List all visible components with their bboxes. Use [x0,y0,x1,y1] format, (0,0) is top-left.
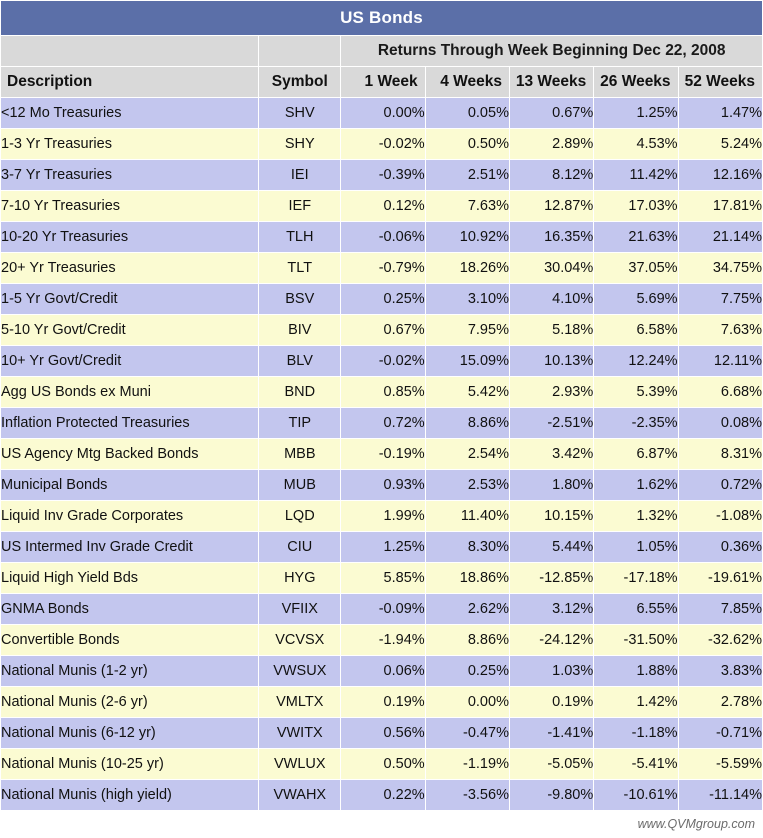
row-value-52-weeks: 17.81% [678,191,762,222]
row-value-1-week: -0.06% [341,222,425,253]
row-value-26-weeks: -17.18% [594,563,678,594]
row-value-13-weeks: 1.80% [509,470,593,501]
row-value-13-weeks: -2.51% [509,408,593,439]
table-row [1,749,763,780]
row-value-52-weeks: 5.24% [678,129,762,160]
row-symbol: LQD [259,501,341,532]
row-value-13-weeks: 5.18% [509,315,593,346]
row-value-26-weeks: 4.53% [594,129,678,160]
row-description: National Munis (6-12 yr) [1,718,259,749]
row-description: Agg US Bonds ex Muni [1,377,259,408]
row-value-52-weeks: 2.78% [678,687,762,718]
row-value-4-weeks: 7.95% [425,315,509,346]
row-value-1-week: -0.02% [341,129,425,160]
row-value-1-week: 0.19% [341,687,425,718]
page-title: US Bonds [1,1,763,36]
row-value-1-week: -0.02% [341,346,425,377]
row-value-1-week: 0.12% [341,191,425,222]
row-value-13-weeks: 3.12% [509,594,593,625]
row-value-1-week: 0.25% [341,284,425,315]
row-value-26-weeks: 21.63% [594,222,678,253]
row-value-13-weeks: 10.13% [509,346,593,377]
row-value-4-weeks: 0.50% [425,129,509,160]
table-row [1,563,763,594]
row-value-26-weeks: 6.58% [594,315,678,346]
row-description: Municipal Bonds [1,470,259,501]
row-value-4-weeks: 0.05% [425,98,509,129]
row-value-4-weeks: 18.26% [425,253,509,284]
band-blank-symbol [259,36,341,67]
table-row [1,594,763,625]
table-row [1,470,763,501]
table-row [1,377,763,408]
row-value-52-weeks: 21.14% [678,222,762,253]
row-description: National Munis (2-6 yr) [1,687,259,718]
row-value-1-week: -0.39% [341,160,425,191]
row-value-4-weeks: 0.25% [425,656,509,687]
row-value-13-weeks: 2.89% [509,129,593,160]
row-symbol: VWITX [259,718,341,749]
row-symbol: SHY [259,129,341,160]
row-value-26-weeks: -10.61% [594,780,678,811]
row-value-26-weeks: 6.55% [594,594,678,625]
row-description: <12 Mo Treasuries [1,98,259,129]
row-symbol: BIV [259,315,341,346]
row-description: 1-5 Yr Govt/Credit [1,284,259,315]
row-value-13-weeks: 4.10% [509,284,593,315]
row-value-4-weeks: 18.86% [425,563,509,594]
row-value-1-week: 0.72% [341,408,425,439]
column-header-26-weeks: 26 Weeks [594,67,678,98]
row-value-52-weeks: 0.08% [678,408,762,439]
row-value-4-weeks: 15.09% [425,346,509,377]
row-value-26-weeks: 1.25% [594,98,678,129]
row-symbol: IEF [259,191,341,222]
row-symbol: VFIIX [259,594,341,625]
table-row [1,687,763,718]
row-value-52-weeks: -11.14% [678,780,762,811]
row-value-52-weeks: 12.16% [678,160,762,191]
table-row [1,718,763,749]
row-value-1-week: 1.25% [341,532,425,563]
row-value-13-weeks: 0.67% [509,98,593,129]
row-symbol: VWLUX [259,749,341,780]
row-symbol: BND [259,377,341,408]
row-value-1-week: 1.99% [341,501,425,532]
row-value-1-week: 0.85% [341,377,425,408]
row-value-13-weeks: -9.80% [509,780,593,811]
table-row [1,191,763,222]
row-value-4-weeks: 2.54% [425,439,509,470]
table-row [1,501,763,532]
row-value-4-weeks: 10.92% [425,222,509,253]
row-value-13-weeks: -1.41% [509,718,593,749]
table-row [1,346,763,377]
table-row [1,532,763,563]
row-value-4-weeks: -1.19% [425,749,509,780]
row-value-26-weeks: 6.87% [594,439,678,470]
table-row [1,222,763,253]
row-value-4-weeks: 11.40% [425,501,509,532]
row-value-13-weeks: 0.19% [509,687,593,718]
row-value-4-weeks: 2.53% [425,470,509,501]
row-value-13-weeks: 8.12% [509,160,593,191]
row-value-13-weeks: -12.85% [509,563,593,594]
row-symbol: TIP [259,408,341,439]
row-value-4-weeks: 7.63% [425,191,509,222]
row-value-13-weeks: -24.12% [509,625,593,656]
table-row [1,98,763,129]
period-band-row [1,36,763,67]
table-title-row [1,1,763,36]
row-description: 3-7 Yr Treasuries [1,160,259,191]
row-symbol: TLT [259,253,341,284]
row-value-52-weeks: 7.75% [678,284,762,315]
row-value-1-week: 0.50% [341,749,425,780]
table-row [1,656,763,687]
row-value-13-weeks: -5.05% [509,749,593,780]
row-description: 5-10 Yr Govt/Credit [1,315,259,346]
row-symbol: HYG [259,563,341,594]
row-value-26-weeks: 1.05% [594,532,678,563]
row-value-52-weeks: -19.61% [678,563,762,594]
row-value-4-weeks: -3.56% [425,780,509,811]
row-value-4-weeks: 8.30% [425,532,509,563]
source-attribution: www.QVMgroup.com [0,811,763,837]
row-value-52-weeks: 34.75% [678,253,762,284]
table-row [1,780,763,811]
returns-period-title: Returns Through Week Beginning Dec 22, 2008 [341,36,763,67]
row-value-1-week: 0.00% [341,98,425,129]
column-header-52-weeks: 52 Weeks [678,67,762,98]
row-symbol: IEI [259,160,341,191]
row-description: Liquid Inv Grade Corporates [1,501,259,532]
row-value-26-weeks: 5.69% [594,284,678,315]
row-description: GNMA Bonds [1,594,259,625]
table-row [1,129,763,160]
row-value-1-week: 0.06% [341,656,425,687]
row-value-4-weeks: 2.62% [425,594,509,625]
row-value-13-weeks: 10.15% [509,501,593,532]
row-value-52-weeks: 1.47% [678,98,762,129]
row-value-1-week: -1.94% [341,625,425,656]
row-value-4-weeks: 2.51% [425,160,509,191]
row-value-52-weeks: -32.62% [678,625,762,656]
row-value-52-weeks: 3.83% [678,656,762,687]
row-symbol: MUB [259,470,341,501]
column-header-row [1,67,763,98]
row-description: National Munis (high yield) [1,780,259,811]
row-value-1-week: 0.22% [341,780,425,811]
row-value-13-weeks: 12.87% [509,191,593,222]
row-value-52-weeks: 7.63% [678,315,762,346]
row-description: US Agency Mtg Backed Bonds [1,439,259,470]
row-description: 1-3 Yr Treasuries [1,129,259,160]
column-header-symbol: Symbol [259,67,341,98]
row-value-52-weeks: 6.68% [678,377,762,408]
row-value-1-week: 5.85% [341,563,425,594]
column-header-4-weeks: 4 Weeks [425,67,509,98]
column-header-13-weeks: 13 Weeks [509,67,593,98]
row-value-13-weeks: 3.42% [509,439,593,470]
row-description: Inflation Protected Treasuries [1,408,259,439]
row-description: Liquid High Yield Bds [1,563,259,594]
row-description: 7-10 Yr Treasuries [1,191,259,222]
table-row [1,315,763,346]
table-row [1,253,763,284]
row-value-13-weeks: 5.44% [509,532,593,563]
row-value-26-weeks: 17.03% [594,191,678,222]
row-value-26-weeks: -1.18% [594,718,678,749]
row-value-4-weeks: 5.42% [425,377,509,408]
row-description: 10-20 Yr Treasuries [1,222,259,253]
row-value-26-weeks: 1.32% [594,501,678,532]
row-value-52-weeks: -1.08% [678,501,762,532]
row-value-26-weeks: -31.50% [594,625,678,656]
row-value-52-weeks: 12.11% [678,346,762,377]
row-value-26-weeks: 5.39% [594,377,678,408]
row-value-4-weeks: -0.47% [425,718,509,749]
row-value-52-weeks: -5.59% [678,749,762,780]
row-value-26-weeks: 37.05% [594,253,678,284]
row-value-52-weeks: 0.72% [678,470,762,501]
row-symbol: VWSUX [259,656,341,687]
row-description: 20+ Yr Treasuries [1,253,259,284]
row-value-13-weeks: 2.93% [509,377,593,408]
row-value-26-weeks: 1.88% [594,656,678,687]
table-row [1,439,763,470]
row-symbol: CIU [259,532,341,563]
row-value-1-week: -0.79% [341,253,425,284]
row-value-1-week: 0.56% [341,718,425,749]
table-row [1,160,763,191]
row-value-4-weeks: 8.86% [425,625,509,656]
row-value-1-week: 0.93% [341,470,425,501]
row-description: National Munis (10-25 yr) [1,749,259,780]
row-description: National Munis (1-2 yr) [1,656,259,687]
row-symbol: VCVSX [259,625,341,656]
row-value-1-week: -0.19% [341,439,425,470]
row-description: 10+ Yr Govt/Credit [1,346,259,377]
row-value-13-weeks: 16.35% [509,222,593,253]
row-value-26-weeks: 12.24% [594,346,678,377]
row-description: Convertible Bonds [1,625,259,656]
row-value-52-weeks: -0.71% [678,718,762,749]
row-value-4-weeks: 8.86% [425,408,509,439]
row-description: US Intermed Inv Grade Credit [1,532,259,563]
row-symbol: VWAHX [259,780,341,811]
table-row [1,408,763,439]
row-value-26-weeks: 1.42% [594,687,678,718]
table-row [1,284,763,315]
row-symbol: VMLTX [259,687,341,718]
row-value-52-weeks: 0.36% [678,532,762,563]
row-value-52-weeks: 7.85% [678,594,762,625]
band-blank-description [1,36,259,67]
row-symbol: BLV [259,346,341,377]
row-symbol: TLH [259,222,341,253]
row-symbol: BSV [259,284,341,315]
column-header-1-week: 1 Week [341,67,425,98]
row-value-26-weeks: 11.42% [594,160,678,191]
row-value-26-weeks: -5.41% [594,749,678,780]
row-value-4-weeks: 0.00% [425,687,509,718]
row-value-1-week: 0.67% [341,315,425,346]
row-value-4-weeks: 3.10% [425,284,509,315]
row-symbol: MBB [259,439,341,470]
column-header-description: Description [1,67,259,98]
table-row [1,625,763,656]
row-value-1-week: -0.09% [341,594,425,625]
row-value-26-weeks: 1.62% [594,470,678,501]
row-value-52-weeks: 8.31% [678,439,762,470]
row-symbol: SHV [259,98,341,129]
row-value-13-weeks: 30.04% [509,253,593,284]
row-value-13-weeks: 1.03% [509,656,593,687]
row-value-26-weeks: -2.35% [594,408,678,439]
